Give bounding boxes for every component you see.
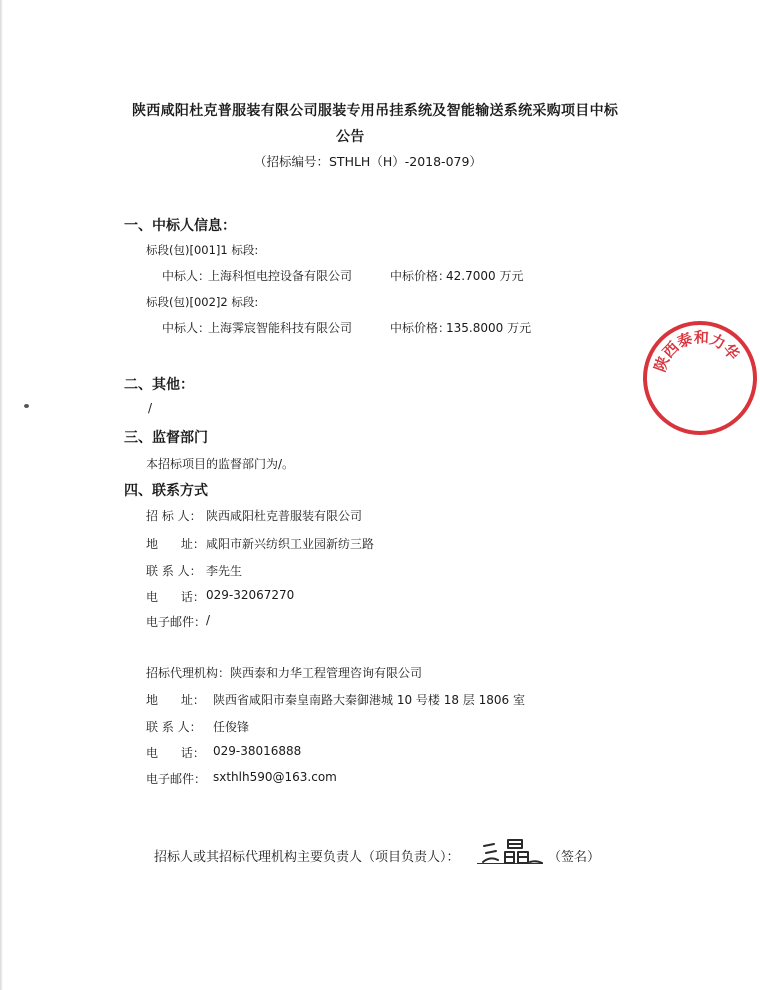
signature-strokes — [483, 840, 542, 863]
section-winner-heading: 一、中标人信息： — [124, 218, 236, 234]
winner-label: 中标人： — [162, 321, 211, 335]
signature-suffix: （签名） — [548, 850, 601, 865]
price-label: 中标价格： — [390, 321, 451, 335]
section-supervision-content: 本招标项目的监督部门为/。 — [146, 457, 295, 471]
winner-name: 上海科恒电控设备有限公司 — [208, 269, 353, 283]
stamp-char: 华 — [719, 340, 743, 364]
stamp-char: 力 — [707, 330, 729, 353]
lot-label: 标段(包)[002]2 标段: — [146, 295, 259, 309]
signature-label: 招标人或其招标代理机构主要负责人（项目负责人）： — [154, 850, 460, 865]
scan-edge — [0, 0, 3, 990]
contact-value: 陕西咸阳杜克普服装有限公司 — [206, 509, 363, 523]
stamp-char: 陕 — [650, 353, 673, 375]
agency-value: 任俊锋 — [213, 720, 250, 734]
doc-title-line1: 陕西咸阳杜克普服装有限公司服装专用吊挂系统及智能输送系统采购项目中标 — [132, 103, 619, 119]
agency-value: 029-38016888 — [213, 744, 302, 758]
contact-label: 电子邮件： — [146, 615, 207, 629]
price-value: 135.8000 万元 — [446, 321, 532, 335]
contact-value: / — [206, 613, 211, 627]
price-value: 42.7000 万元 — [446, 269, 524, 283]
section-contact-heading: 四、联系方式 — [124, 483, 208, 499]
section-other-content: / — [148, 401, 153, 415]
section-other-heading: 二、其他： — [124, 377, 194, 393]
contact-label: 联 系 人： — [146, 564, 202, 578]
agency-label: 地 址： — [146, 693, 205, 707]
agency-value: 陕西省咸阳市秦皇南路大秦御港城 10 号楼 18 层 1806 室 — [213, 693, 525, 707]
section-supervision-heading: 三、监督部门 — [124, 430, 208, 446]
agency-label: 电子邮件： — [146, 772, 207, 786]
winner-label: 中标人： — [162, 269, 211, 283]
agency-value: sxthlh590@163.com — [213, 770, 337, 784]
agency-label: 联 系 人： — [146, 720, 202, 734]
tender-number: （招标编号：STHLH（H）-2018-079） — [254, 154, 482, 169]
scan-speck — [24, 404, 29, 408]
contact-value: 李先生 — [206, 564, 243, 578]
handwritten-signature — [478, 836, 548, 868]
lot-label: 标段(包)[001]1 标段: — [146, 243, 259, 257]
contact-value: 咸阳市新兴纺织工业园新纺三路 — [206, 537, 375, 551]
stamp-char: 西 — [659, 338, 683, 362]
contact-label: 地 址： — [146, 537, 205, 551]
winner-name: 上海霁宸智能科技有限公司 — [208, 321, 353, 335]
agency-value: 陕西泰和力华工程管理咨询有限公司 — [230, 666, 423, 680]
agency-label: 电 话： — [146, 746, 205, 760]
contact-label: 招 标 人： — [146, 509, 202, 523]
price-label: 中标价格： — [390, 269, 451, 283]
doc-title-line2: 公告 — [336, 129, 365, 145]
contact-value: 029-32067270 — [206, 588, 295, 602]
agency-label: 招标代理机构： — [146, 666, 231, 680]
contact-label: 电 话： — [146, 590, 205, 604]
stamp-char: 和 — [693, 328, 710, 347]
stamp-char: 泰 — [674, 329, 696, 352]
company-stamp — [640, 318, 760, 438]
